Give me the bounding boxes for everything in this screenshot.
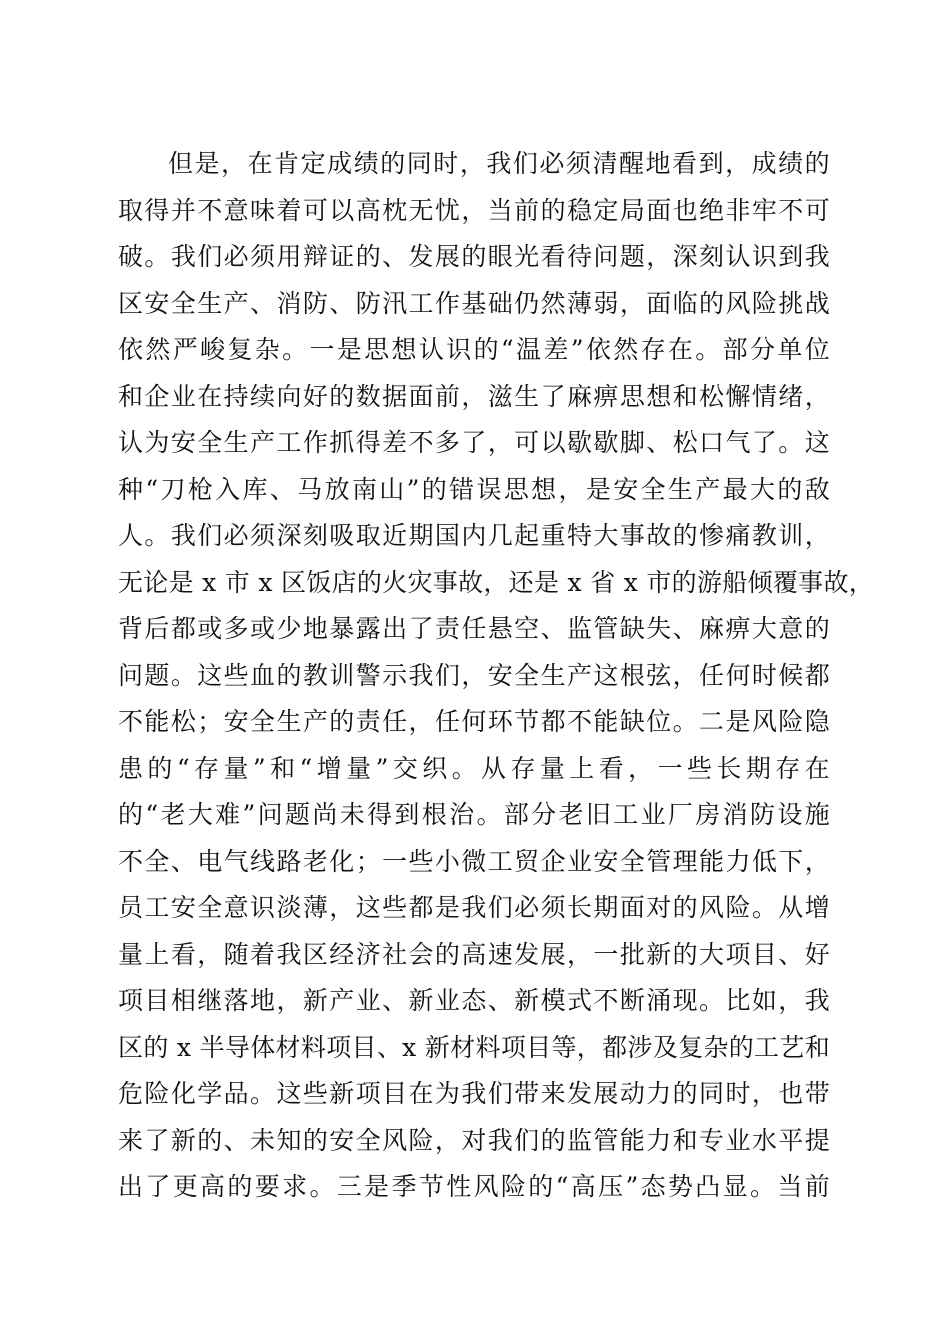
paragraph-line: 区的 x 半导体材料项目、x 新材料项目等，都涉及复杂的工艺和	[118, 1032, 830, 1062]
paragraph-line: 但是，在肯定成绩的同时，我们必须清醒地看到，成绩的	[168, 149, 830, 178]
paragraph-line: 量上看，随着我区经济社会的高速发展，一批新的大项目、好	[118, 939, 830, 969]
paragraph-line: 依然严峻复杂。一是思想认识的“温差”依然存在。部分单位	[118, 335, 830, 364]
paragraph-line: 项目相继落地，新产业、新业态、新模式不断涌现。比如，我	[118, 986, 830, 1015]
paragraph-line: 患的“存量”和“增量”交织。从存量上看，一些长期存在	[118, 753, 830, 783]
paragraph-line: 不能松；安全生产的责任，任何环节都不能缺位。二是风险隐	[118, 707, 830, 736]
paragraph-line: 出了更高的要求。三是季节性风险的“高压”态势凸显。当前	[118, 1172, 830, 1201]
paragraph-line: 来了新的、未知的安全风险，对我们的监管能力和专业水平提	[118, 1125, 830, 1155]
paragraph-line: 取得并不意味着可以高枕无忧，当前的稳定局面也绝非牢不可	[118, 195, 830, 225]
paragraph-line: 危险化学品。这些新项目在为我们带来发展动力的同时，也带	[118, 1079, 830, 1108]
paragraph-line: 不全、电气线路老化；一些小微工贸企业安全管理能力低下，	[118, 846, 830, 876]
paragraph-line: 破。我们必须用辩证的、发展的眼光看待问题，深刻认识到我	[118, 242, 830, 271]
paragraph-line: 无论是 x 市 x 区饭店的火灾事故，还是 x 省 x 市的游船倾覆事故，	[118, 567, 875, 597]
paragraph-line: 和企业在持续向好的数据面前，滋生了麻痹思想和松懈情绪，	[118, 381, 830, 411]
paragraph-line: 人。我们必须深刻吸取近期国内几起重特大事故的惨痛教训，	[118, 521, 830, 550]
paragraph-line: 认为安全生产工作抓得差不多了，可以歇歇脚、松口气了。这	[118, 428, 830, 457]
paragraph-line: 区安全生产、消防、防汛工作基础仍然薄弱，面临的风险挑战	[118, 288, 830, 318]
paragraph-line: 的“老大难”问题尚未得到根治。部分老旧工业厂房消防设施	[118, 800, 830, 829]
paragraph-line: 种“刀枪入库、马放南山”的错误思想，是安全生产最大的敌	[118, 474, 830, 504]
body-paragraph	[118, 141, 875, 1211]
paragraph-line: 问题。这些血的教训警示我们，安全生产这根弦，任何时候都	[118, 660, 830, 690]
paragraph-line: 背后都或多或少地暴露出了责任悬空、监管缺失、麻痹大意的	[118, 614, 830, 643]
paragraph-line: 员工安全意识淡薄，这些都是我们必须长期面对的风险。从增	[118, 893, 830, 922]
